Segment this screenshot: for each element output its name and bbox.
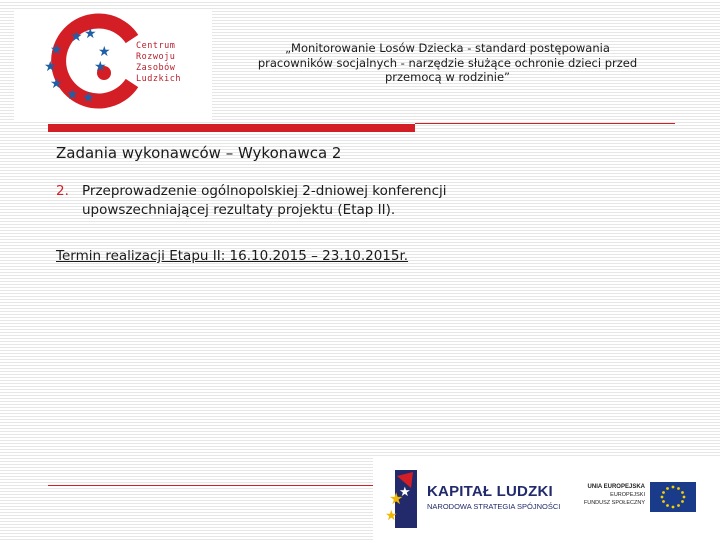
list-item — [56, 182, 576, 220]
list-text: Przeprowadzenie ogólnopolskiej 2-dniowej konferencji upowszechniającej rezultaty projektu (Etap II). — [82, 183, 447, 218]
footer-divider-line — [48, 485, 373, 486]
svg-text:★: ★ — [94, 59, 107, 75]
svg-text:★: ★ — [70, 29, 83, 45]
deadline-text: Termin realizacji Etapu II: 16.10.2015 – 23.10.2015r. — [56, 248, 409, 264]
svg-text:★: ★ — [399, 485, 411, 500]
svg-text:★: ★ — [82, 90, 95, 106]
section-heading: Zadania wykonawców – Wykonawca 2 — [56, 144, 342, 162]
kapital-ludzki-subtitle: NARODOWA STRATEGIA SPÓJNOŚCI — [427, 502, 561, 511]
kapital-ludzki-emblem-icon — [383, 466, 423, 532]
eu-text: UNIA EUROPEJSKA EUROPEJSKI FUNDUSZ SPOŁECZNY — [583, 484, 645, 506]
svg-text:★: ★ — [50, 42, 63, 58]
svg-text:★: ★ — [66, 87, 79, 103]
eu-flag-icon — [650, 482, 696, 512]
crzl-logo — [14, 11, 212, 121]
svg-text:★: ★ — [44, 59, 57, 75]
list-number: 2. — [56, 183, 69, 199]
kapital-ludzki-title: KAPITAŁ LUDZKI — [427, 483, 553, 500]
svg-text:★: ★ — [98, 44, 111, 60]
svg-text:★: ★ — [385, 508, 398, 524]
svg-text:★: ★ — [50, 76, 63, 92]
footer-logos — [373, 456, 720, 540]
slide-title: „Monitorowanie Losów Dziecka - standard postępowania pracowników socjalnych - narzędzie służące ochronie dzieci przed przemocą w rodzinie” — [257, 41, 638, 84]
svg-text:★: ★ — [84, 26, 97, 42]
title-divider-bar — [48, 124, 415, 132]
svg-text:★: ★ — [389, 489, 404, 508]
crzl-logo-text: Centrum Rozwoju Zasobów Ludzkich — [136, 41, 181, 84]
title-divider-line — [415, 123, 675, 124]
